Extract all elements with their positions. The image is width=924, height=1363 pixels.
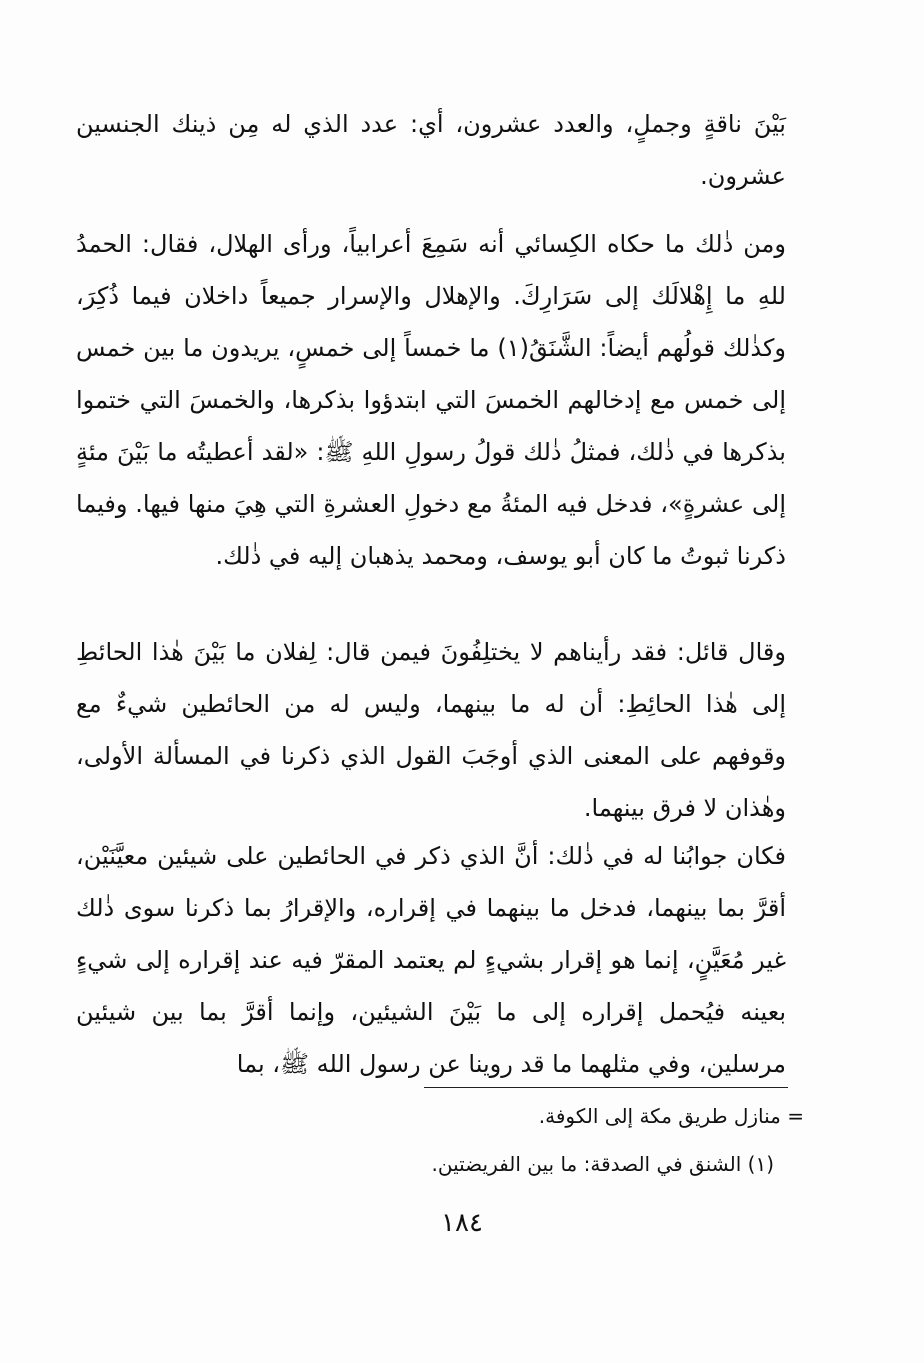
paragraph-3 xyxy=(76,626,786,834)
paragraph-text: فكان جوابُنا له في ذٰلك: أنَّ الذي ذكر في الحائطين على شيئين معيَّنَيْن، أقرَّ بما بينهما، فدخل ما بينهما في إقراره، والإقرارُ بما ذكرنا سوى ذٰلك غير مُعَيَّنٍ، إنما هو إقرار بشيءٍ لم يعتمد المقرّ فيه عند إقراره إلى شيءٍ بعينه فيُحمل إقراره إلى ما بَيْنَ الشيئين، وإنما أقرَّ بما بين شيئين مرسلين، وفي مثلهما ما قد روينا عن رسول الله ﷺ، بما xyxy=(76,842,786,1078)
paragraph-2 xyxy=(76,218,786,582)
paragraph-4 xyxy=(76,830,786,1090)
paragraph-text: بَيْنَ ناقةٍ وجملٍ، والعدد عشرون، أي: عدد الذي له مِن ذينك الجنسين عشرون. xyxy=(76,110,786,190)
footnote-divider xyxy=(424,1087,788,1088)
footnote-continuation: = منازل طريق مكة إلى الكوفة. xyxy=(538,1104,804,1128)
page-number: ١٨٤ xyxy=(441,1208,483,1238)
paragraph-1 xyxy=(76,98,786,202)
paragraph-text: ومن ذٰلك ما حكاه الكِسائي أنه سَمِعَ أعرابياً، ورأى الهلال، فقال: الحمدُ للهِ ما إِهْلالَك إلى سَرَارِكَ. والإهلال والإسرار جميعاً داخلان فيما ذُكِرَ، وكذٰلك قولُهم أيضاً: الشَّنَقُ(١) ما خمساً إلى خمسٍ، يريدون ما بين خمس إلى خمس مع إدخالهم الخمسَ التي ابتدؤوا بذكرها، والخمسَ التي ختموا بذكرها في ذٰلك، فمثلُ ذٰلك قولُ رسولِ اللهِ ﷺ: «لقد أعطيتُه ما بَيْنَ مئةٍ إلى عشرةٍ»، فدخل فيه المئةُ مع دخولِ العشرةِ التي هِيَ منها فيها. وفيما ذكرنا ثبوتُ ما كان أبو يوسف، ومحمد يذهبان إليه في ذٰلك. xyxy=(76,230,786,570)
footnote-1: (١) الشنق في الصدقة: ما بين الفريضتين. xyxy=(431,1152,774,1176)
paragraph-text: وقال قائل: فقد رأيناهم لا يختلِفُونَ فيمن قال: لِفلان ما بَيْنَ هٰذا الحائطِ إلى هٰذا الحائِطِ: أن له ما بينهما، وليس له من الحائطين شيءٌ مع وقوفهم على المعنى الذي أوجَبَ القول الذي ذكرنا في المسألة الأولى، وهٰذان لا فرق بينهما. xyxy=(76,638,786,822)
